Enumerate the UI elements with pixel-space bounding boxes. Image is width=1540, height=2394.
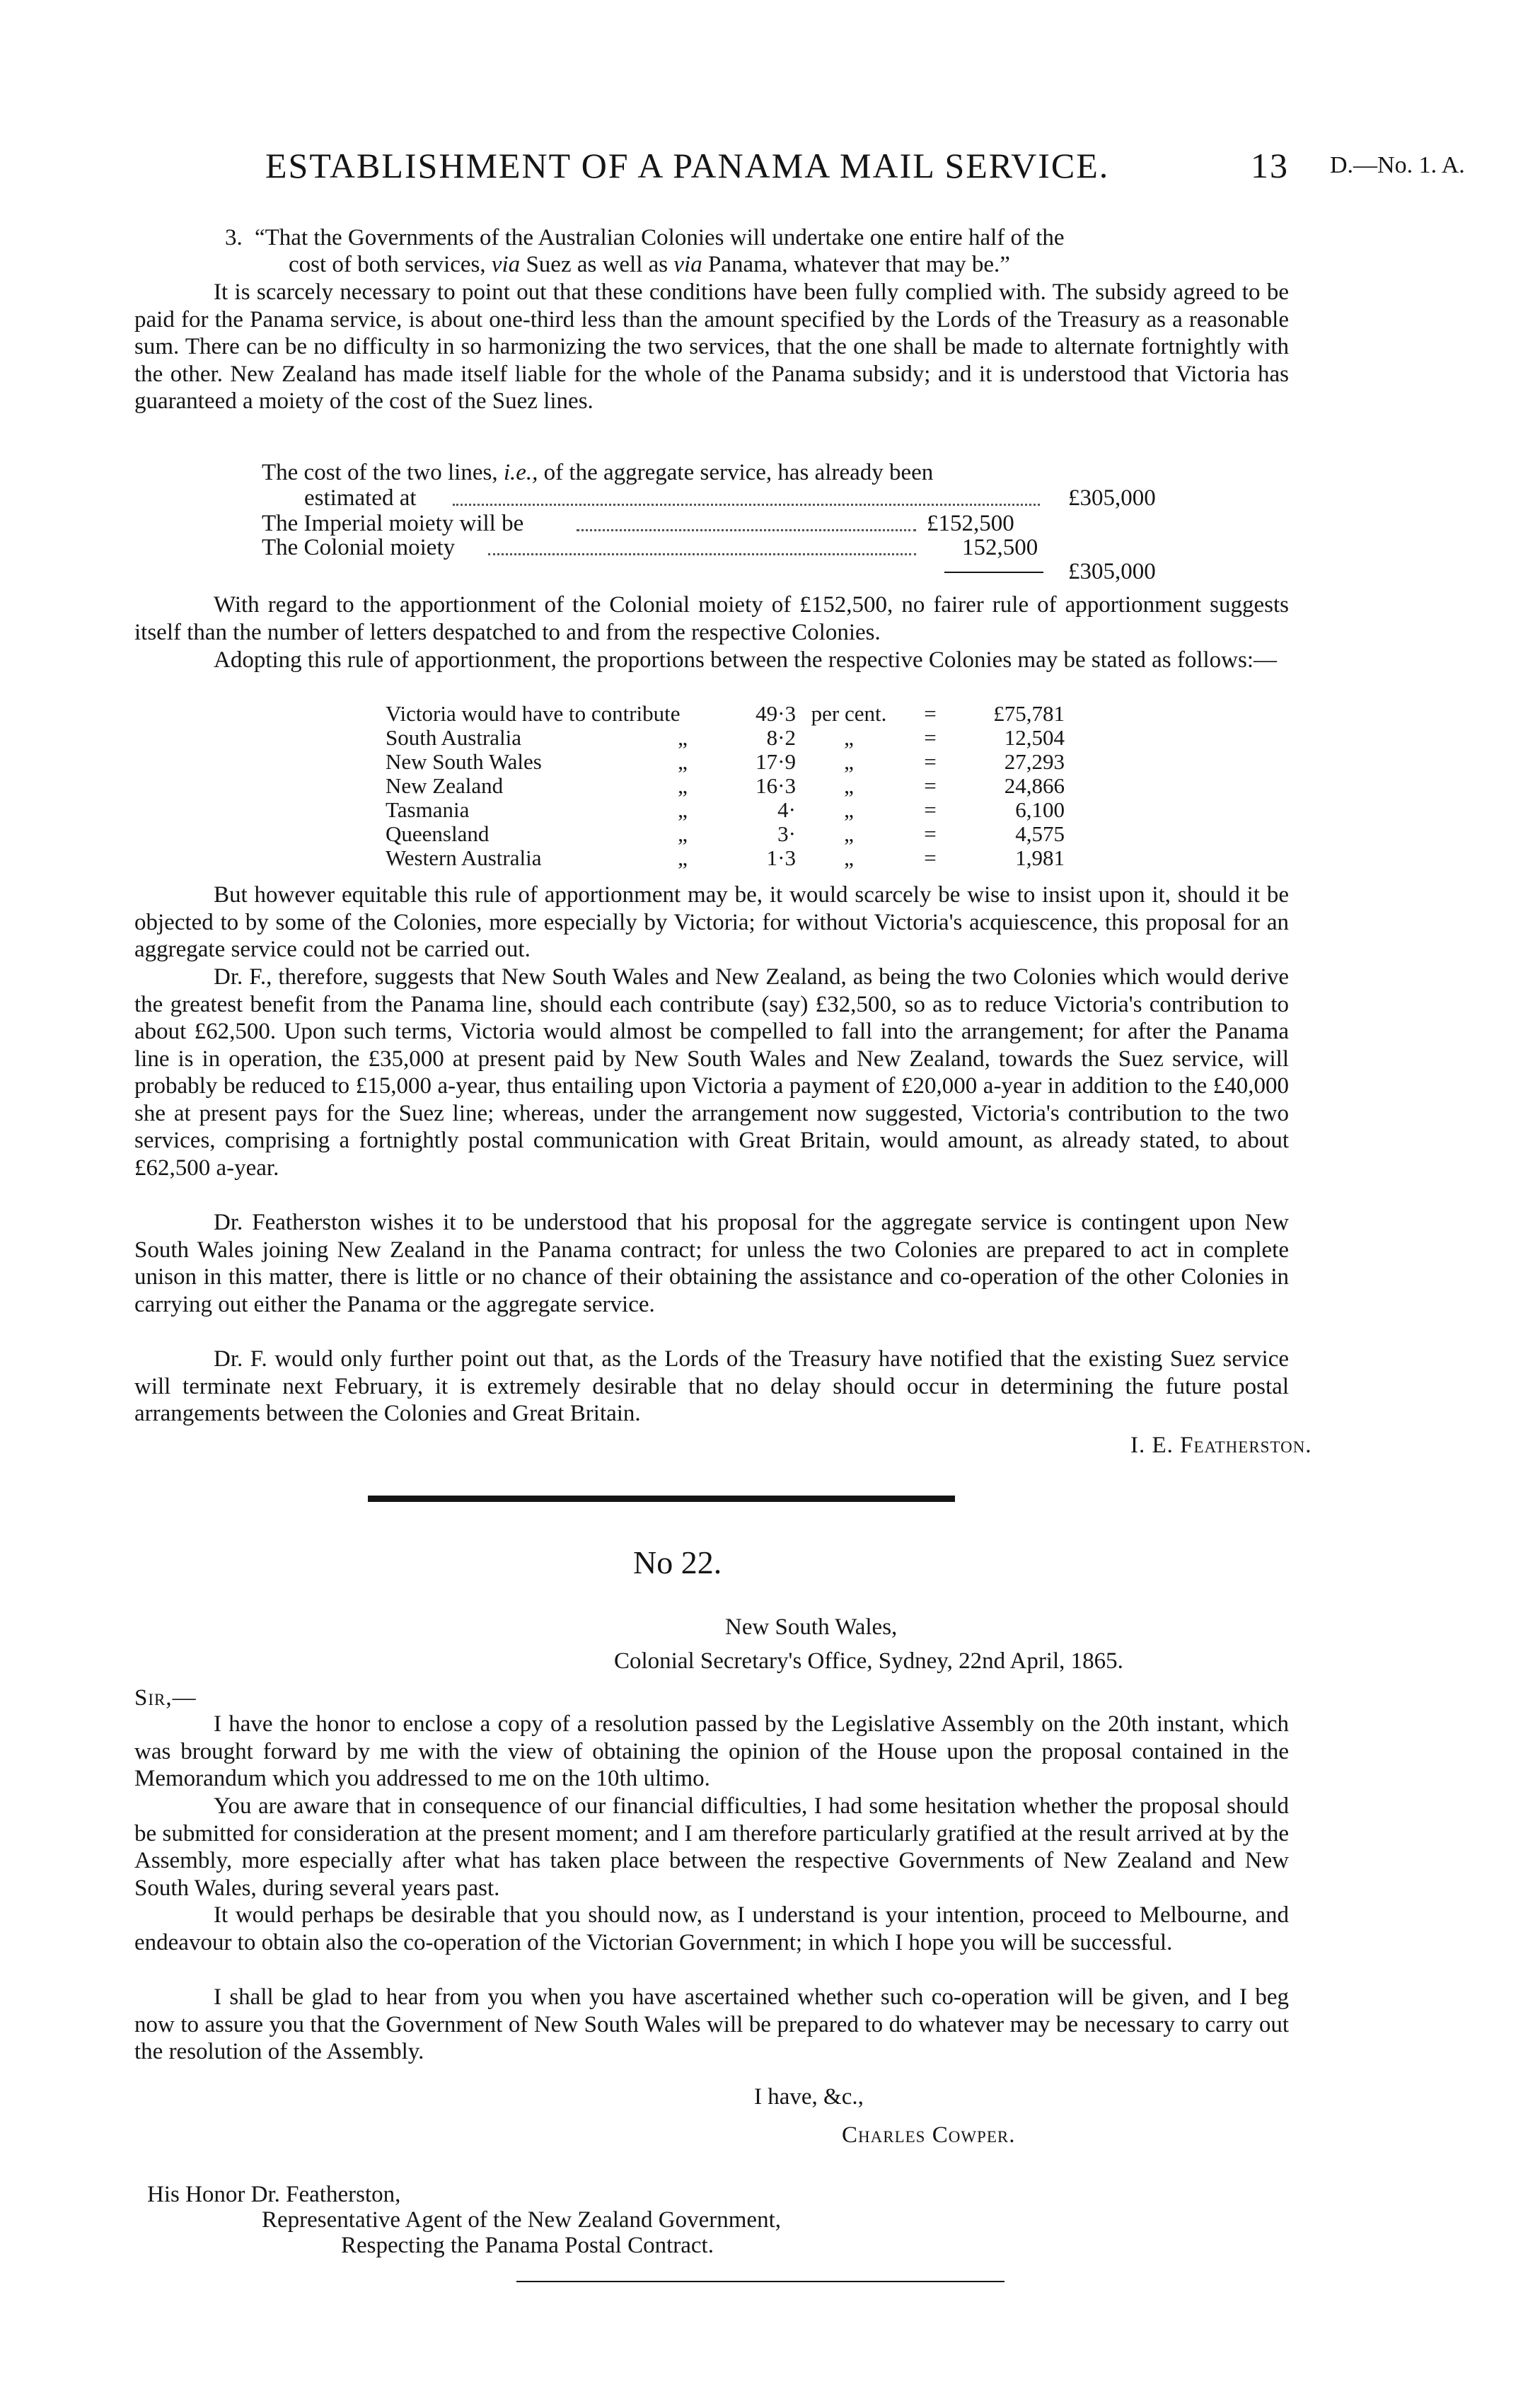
percent-value: 1·3 (766, 845, 796, 870)
percent-unit: „ (844, 821, 854, 846)
equals-sign: = (924, 797, 937, 822)
paragraph-apportionment: With regard to the apportionment of the Colonial moiety of £152,500, no fairer rule of apportionment suggests itself than the number of letters despatched to and from the respective Colonies. (134, 592, 1289, 645)
dot-leader (488, 553, 916, 555)
cost-line-1-pre: The cost of the two lines, (262, 460, 498, 485)
apportionment-row (386, 726, 1065, 750)
percent-value: 49·3 (755, 701, 796, 726)
ditto-mark: „ (678, 749, 688, 774)
sum-total: £305,000 (1068, 559, 1156, 584)
amount-value: 12,504 (1004, 725, 1065, 750)
ditto-mark: „ (678, 845, 688, 870)
colony-name: New Zealand (386, 773, 504, 798)
addressee-line-3: Respecting the Panama Postal Contract. (341, 2233, 714, 2258)
item-number: 3. (225, 225, 243, 250)
ditto-mark: „ (678, 725, 688, 750)
amount-value: 1,981 (1015, 845, 1065, 870)
letter-number: No 22. (633, 1544, 722, 1580)
colony-name: Queensland (386, 821, 490, 846)
percent-value: 16·3 (755, 773, 796, 798)
dot-leader (453, 504, 1040, 506)
apportionment-row (386, 798, 1065, 822)
ie-italic: i.e., (503, 460, 538, 485)
quote-line-2-pre: cost of both services, (289, 252, 486, 277)
letter-closing: I have, &c., (754, 2084, 864, 2110)
letter-paragraph-4: I shall be glad to hear from you when you have ascertained whether such co-operation will be given, and I beg now to assure you that the Government of New South Wales will be prepared to do whatever may be necessary to carry out the resolution of the Assembly. (134, 1984, 1289, 2064)
quote-line-2-mid: Suez as well as (526, 252, 668, 277)
percent-value: 4· (777, 797, 796, 822)
letter-office-date: Colonial Secretary's Office, Sydney, 22nd April, 1865. (614, 1648, 1123, 1674)
colony-name: Victoria would have to contribute (386, 701, 681, 726)
colonial-moiety-label: The Colonial moiety (262, 535, 456, 560)
colonial-moiety-value: 152,500 (962, 535, 1038, 560)
section-separator (368, 1496, 955, 1502)
via-italic: via (673, 252, 702, 277)
percent-value: 3· (777, 821, 796, 846)
amount-value: 24,866 (1004, 773, 1065, 798)
amount-value: 6,100 (1015, 797, 1065, 822)
closing-rule (516, 2281, 1005, 2282)
percent-unit: „ (844, 773, 854, 798)
amount-value: 27,293 (1004, 749, 1065, 774)
document-reference: D.—No. 1. A. (1330, 152, 1465, 178)
percent-value: 17·9 (755, 749, 796, 774)
imperial-moiety-value: £152,500 (927, 511, 1014, 536)
ditto-mark: „ (678, 797, 688, 822)
percent-unit: „ (844, 749, 854, 774)
letter-paragraph-3: It would perhaps be desirable that you should now, as I understand is your intention, proceed to Melbourne, and endeavour to obtain also the co-operation of the Victorian Government; in which I hope you will be successful. (134, 1902, 1289, 1955)
via-italic: via (491, 252, 521, 277)
equals-sign: = (924, 773, 937, 798)
paragraph-further: Dr. F. would only further point out that, as the Lords of the Treasury have notified that the existing Suez service will terminate next February, it is extremely desirable that no delay should occur in determining the future postal arrangements between the Colonies and Great Britain. (134, 1346, 1289, 1426)
estimated-total: £305,000 (1068, 485, 1156, 511)
percent-unit: „ (844, 797, 854, 822)
colony-name: South Australia (386, 725, 522, 750)
apportionment-row (386, 750, 1065, 774)
percent-unit: „ (844, 845, 854, 870)
signature-featherston: I. E. Featherston. (1130, 1433, 1312, 1458)
dot-leader (577, 529, 916, 531)
colony-name: Tasmania (386, 797, 470, 822)
signature-cowper: Charles Cowper. (842, 2122, 1016, 2148)
cost-line-1-post: of the aggregate service, has already been (543, 460, 934, 485)
page-number: 13 (1251, 146, 1289, 185)
letter-paragraph-1: I have the honor to enclose a copy of a resolution passed by the Legislative Assembly on the 20th instant, which was brought forward by me with the view of obtaining the opinion of the House upon the proposal contained in the Memorandum which you addressed to me on the 10th ultimo. (134, 1711, 1289, 1791)
paragraph-however: But however equitable this rule of apportionment may be, it would scarcely be wise to insist upon it, should it be objected to by some of the Colonies, more especially by Victoria; for without Victoria's acquiescence, this proposal for an aggregate service could not be carried out. (134, 882, 1289, 962)
amount-value: £75,781 (993, 701, 1065, 726)
paragraph-therefore: Dr. F., therefore, suggests that New South Wales and New Zealand, as being the two Colonies which would derive the greatest benefit from the Panama line, should each contribute (say) £32,500, so as to reduce Victoria's contribution to about £62,500. Upon such terms, Victoria would almost be compelled to fall into the arrangement; for after the Panama line is in operation, the £35,000 at present paid by New South Wales and New Zealand, towards the Suez service, will probably be reduced to £15,000 a-year, thus entailing upon Victoria a payment of £20,000 a-year in addition to the £40,000 she at present pays for the Suez line; whereas, under the arrangement now suggested, Victoria's contribution to the two services, comprising a fortnightly postal communication with Great Britain, would amount, as already stated, to about £62,500 a-year. (134, 964, 1289, 1181)
amount-value: 4,575 (1015, 821, 1065, 846)
cost-line-1 (262, 460, 933, 486)
letter-paragraph-2: You are aware that in consequence of our financial difficulties, I had some hesitation whether the proposal should be submitted for consideration at the present moment; and I am therefore particularly gratified at the result arrived at by the Assembly, more especially after what has taken place between the respective Governments of New Zealand and New South Wales, during several years past. (134, 1793, 1289, 1901)
paragraph-wishes: Dr. Featherston wishes it to be understood that his proposal for the aggregate service is contingent upon New South Wales joining New Zealand in the Panama contract; for unless the two Colonies are prepared to act in complete unison in this matter, there is little or no chance of their obtaining the assistance and co-operation of the other Colonies in carrying out either the Panama or the aggregate service. (134, 1210, 1289, 1317)
addressee-line-2: Representative Agent of the New Zealand Government, (262, 2207, 781, 2233)
colony-name: Western Australia (386, 845, 542, 870)
paragraph-compliance: It is scarcely necessary to point out that these conditions have been fully complied with. The subsidy agreed to be paid for the Panama service, is about one-third less than the amount specified by the Lords of the Treasury as a reasonable sum. There can be no difficulty in so harmonizing the two services, that the one shall be made to alternate fortnightly with the other. New Zealand has made itself liable for the whole of the Panama subsidy; and it is understood that Victoria has guaranteed a moiety of the cost of the Suez lines. (134, 279, 1289, 414)
apportionment-row (386, 822, 1065, 846)
equals-sign: = (924, 725, 937, 750)
apportionment-table (386, 702, 1065, 870)
percent-unit: per cent. (811, 701, 887, 726)
apportionment-row (386, 774, 1065, 798)
running-title: ESTABLISHMENT OF A PANAMA MAIL SERVICE. (265, 146, 1110, 185)
equals-sign: = (924, 821, 937, 846)
sum-rule (944, 572, 1043, 573)
apportionment-row (386, 846, 1065, 870)
quote-line-2 (289, 252, 1010, 278)
equals-sign: = (924, 701, 937, 726)
paragraph-adopting: Adopting this rule of apportionment, the proportions between the respective Colonies may be stated as follows:— (214, 647, 1278, 673)
ditto-mark: „ (678, 821, 688, 846)
salutation: Sir,— (134, 1685, 197, 1711)
ditto-mark: „ (678, 773, 688, 798)
quote-line-1: “That the Governments of the Australian Colonies will undertake one entire half of the (255, 225, 1065, 250)
letter-place: New South Wales, (725, 1614, 898, 1640)
percent-value: 8·2 (766, 725, 796, 750)
imperial-moiety-label: The Imperial moiety will be (262, 511, 524, 536)
equals-sign: = (924, 749, 937, 774)
colony-name: New South Wales (386, 749, 542, 774)
estimated-label: estimated at (304, 485, 417, 511)
percent-unit: „ (844, 725, 854, 750)
addressee-line-1: His Honor Dr. Featherston, (147, 2182, 401, 2207)
equals-sign: = (924, 845, 937, 870)
apportionment-row (386, 702, 1065, 726)
quote-line-2-post: Panama, whatever that may be.” (707, 252, 1010, 277)
